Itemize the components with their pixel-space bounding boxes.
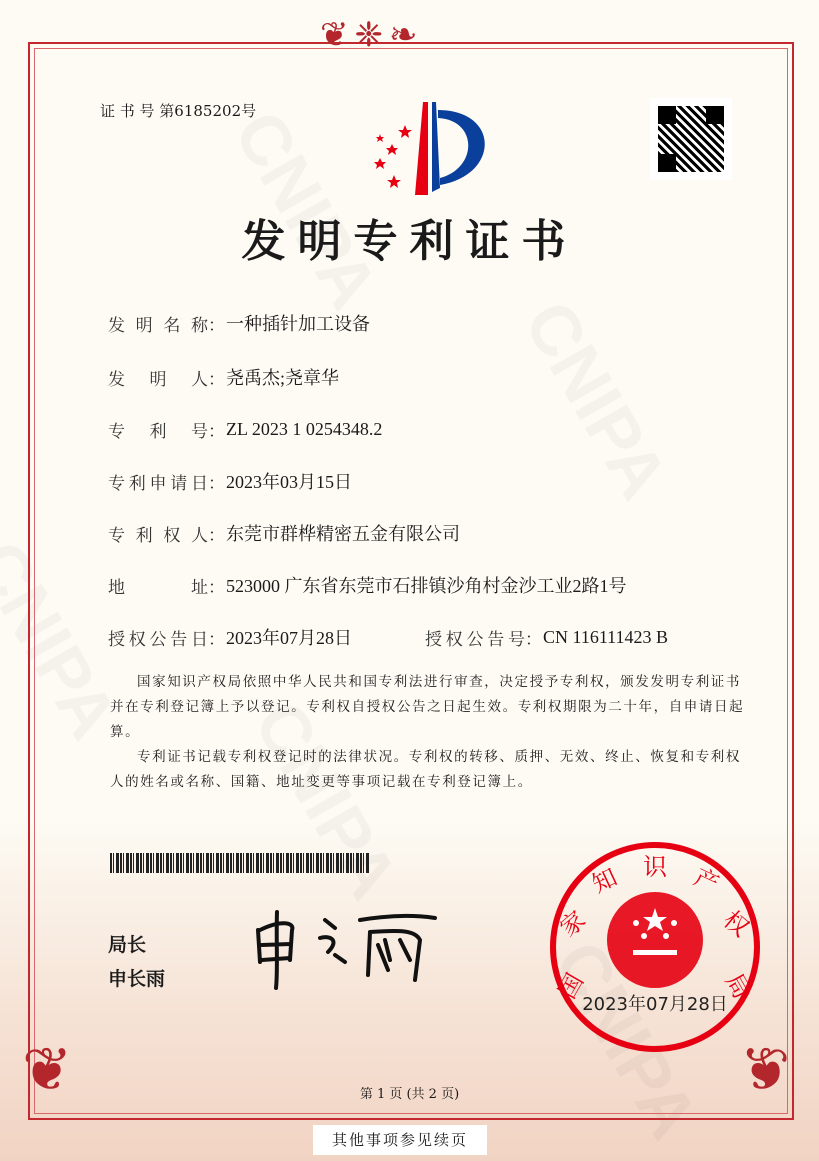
- svg-text:家: 家: [554, 905, 592, 943]
- field-row-patent-number: [108, 416, 382, 442]
- colon: ：: [208, 577, 225, 598]
- page-title: 发明专利证书: [241, 216, 578, 267]
- continued-note: 其他事项参见续页: [313, 1125, 487, 1155]
- field-row-filing-date: [108, 468, 352, 494]
- svg-text:局: 局: [719, 968, 757, 1004]
- field-value: 523000 广东省东莞市石排镇沙角村金沙工业2路1号: [226, 576, 627, 596]
- director-name: 申长雨: [108, 968, 166, 990]
- official-seal: [548, 840, 762, 1054]
- legal-paragraph-1: 国家知识产权局依照中华人民共和国专利法进行审查，决定授予专利权，颁发发明专利证书并在专利登记簿上予以登记。专利权自授权公告之日起生效。专利权期限为二十年，自申请日起算。: [110, 674, 745, 740]
- colon: ：: [208, 629, 225, 650]
- svg-text:权: 权: [717, 905, 755, 943]
- director-title: 局长: [108, 934, 147, 956]
- field-row-inventor: [108, 364, 339, 390]
- top-ornament-icon: ❦❈❧: [320, 15, 424, 55]
- seal-date: 2023年07月28日: [582, 994, 728, 1015]
- field-value: 东莞市群桦精密五金有限公司: [226, 524, 460, 544]
- svg-text:产: 产: [689, 862, 724, 899]
- colon: ：: [208, 369, 225, 390]
- page-indicator: 第 1 页 (共 2 页): [359, 1087, 460, 1102]
- field-label: 专利权人: [108, 525, 208, 546]
- field-row-grant-date: [108, 624, 352, 650]
- field-value: 一种插针加工设备: [226, 314, 370, 334]
- colon: ：: [208, 421, 225, 442]
- qr-code[interactable]: [650, 98, 732, 180]
- legal-paragraph-2: 专利证书记载专利权登记时的法律状况。专利权的转移、质押、无效、终止、恢复和专利权人的姓名或名称、国籍、地址变更等事项记载在专利登记簿上。: [110, 749, 741, 790]
- field-label: 专利申请日: [108, 473, 208, 494]
- field-label: 发明人: [108, 369, 208, 390]
- field-row-address: [108, 572, 627, 598]
- field-label: 授权公告日: [108, 629, 208, 650]
- field-label: 发明名称: [108, 315, 208, 336]
- svg-text:识: 识: [643, 853, 667, 881]
- grant-pub-no-row: [425, 624, 668, 650]
- certificate-number: 证 书 号 第6185202号: [100, 102, 257, 120]
- colon: ：: [208, 315, 225, 336]
- field-label: 地址: [108, 577, 208, 598]
- colon: ：: [525, 629, 542, 650]
- field-row-invention-name: [108, 310, 370, 336]
- colon: ：: [208, 525, 225, 546]
- field-row-patentee: [108, 520, 460, 546]
- field-value: ZL 2023 1 0254348.2: [226, 418, 383, 439]
- grant-pub-no-value: CN 116111423 B: [543, 626, 669, 647]
- corner-ornament-icon: ❦: [740, 1035, 791, 1105]
- grant-pub-no-label: 授权公告号: [425, 629, 525, 650]
- svg-text:国: 国: [552, 968, 590, 1004]
- colon: ：: [208, 473, 225, 494]
- barcode: [110, 853, 370, 873]
- corner-ornament-icon: ❦: [22, 1035, 73, 1105]
- director-signature: [250, 900, 440, 990]
- field-value: 尧禹杰;尧章华: [226, 368, 340, 388]
- cnipa-logo: [360, 100, 490, 200]
- svg-text:知: 知: [587, 862, 622, 899]
- field-value: 2023年03月15日: [226, 472, 352, 492]
- field-value: 2023年07月28日: [226, 628, 352, 648]
- field-label: 专利号: [108, 421, 208, 442]
